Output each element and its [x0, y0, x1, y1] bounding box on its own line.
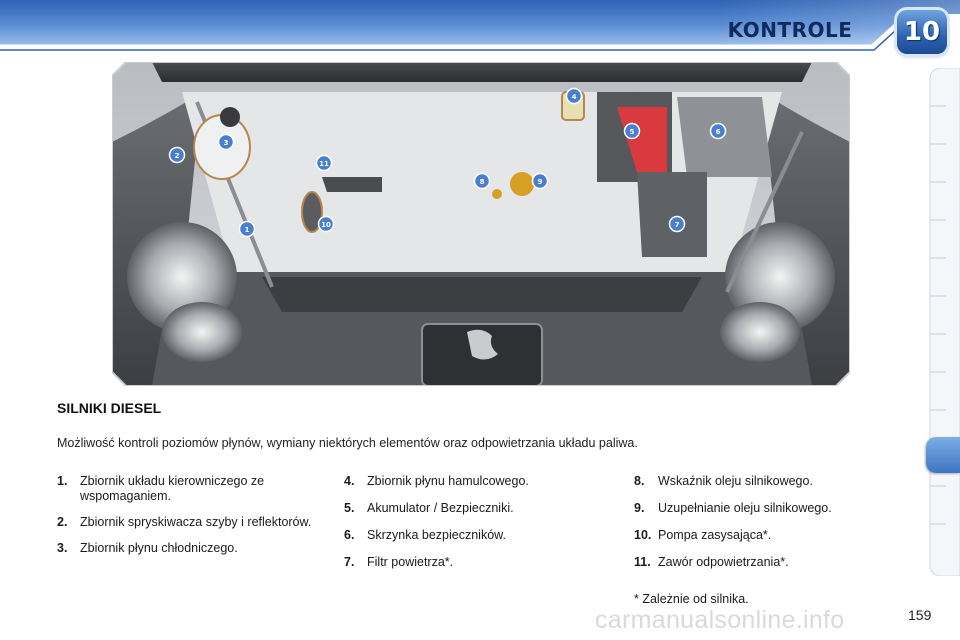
legend-number: 8.	[634, 474, 645, 488]
legend-label: Zbiornik płynu hamulcowego.	[367, 474, 529, 488]
legend-label: Pompa zasysająca*.	[658, 528, 772, 542]
legend-label: Zbiornik układu kierowniczego ze wspomaganiem.	[80, 474, 265, 503]
marker-10	[319, 217, 334, 232]
legend-item	[344, 528, 604, 543]
legend-label: Zbiornik spryskiwacza szyby i reflektorów.	[80, 515, 312, 529]
marker-8	[475, 174, 490, 189]
legend-column-2	[344, 474, 604, 582]
svg-text:3: 3	[223, 139, 229, 147]
engine-bay-illustration	[112, 62, 850, 386]
marker-6	[711, 124, 726, 139]
marker-5	[625, 124, 640, 139]
legend-label: Filtr powietrza*.	[367, 555, 454, 569]
chapter-number: 10	[903, 17, 941, 47]
svg-text:9: 9	[537, 178, 543, 186]
legend-item	[57, 515, 327, 530]
chapter-title: KONTROLE	[727, 18, 853, 42]
svg-text:10: 10	[321, 221, 331, 229]
legend-item	[634, 528, 904, 543]
watermark-text: carmanualsonline.info	[595, 606, 845, 634]
svg-text:5: 5	[629, 128, 635, 136]
marker-9	[533, 174, 548, 189]
legend-item	[634, 501, 904, 516]
page-number: 159	[908, 607, 932, 623]
svg-text:8: 8	[479, 178, 485, 186]
legend-number: 3.	[57, 541, 68, 555]
legend-item	[634, 555, 904, 570]
svg-text:1: 1	[244, 226, 250, 234]
svg-text:6: 6	[715, 128, 721, 136]
legend-label: Zawór odpowietrzania*.	[658, 555, 789, 569]
legend-number: 1.	[57, 474, 68, 488]
legend-item	[344, 555, 604, 570]
marker-1	[240, 222, 255, 237]
legend-label: Skrzynka bezpieczników.	[367, 528, 506, 542]
legend-item	[634, 474, 904, 489]
legend-column-3	[634, 474, 904, 582]
marker-7	[670, 217, 685, 232]
legend-label: Wskaźnik oleju silnikowego.	[658, 474, 813, 488]
svg-text:11: 11	[319, 160, 329, 168]
intro-text: Możliwość kontroli poziomów płynów, wymiany niektórych elementów oraz odpowietrzania układu paliwa.	[57, 436, 638, 450]
legend-number: 7.	[344, 555, 355, 569]
legend-number: 9.	[634, 501, 645, 515]
section-title: SILNIKI DIESEL	[57, 400, 162, 416]
legend-number: 2.	[57, 515, 68, 529]
legend-number: 6.	[344, 528, 355, 542]
legend-number: 10.	[634, 528, 652, 542]
legend-number: 4.	[344, 474, 355, 488]
marker-4	[567, 89, 582, 104]
footnote: * Zależnie od silnika.	[634, 592, 749, 606]
svg-text:7: 7	[674, 221, 680, 229]
svg-text:2: 2	[174, 152, 180, 160]
legend-item	[344, 501, 604, 516]
chapter-tabs	[928, 68, 960, 576]
marker-3	[219, 135, 234, 150]
legend-label: Zbiornik płynu chłodniczego.	[80, 541, 238, 555]
svg-text:4: 4	[571, 93, 577, 101]
marker-2	[170, 148, 185, 163]
legend-number: 5.	[344, 501, 355, 515]
legend-label: Uzupełnianie oleju silnikowego.	[658, 501, 832, 515]
legend-label: Akumulator / Bezpieczniki.	[367, 501, 514, 515]
chapter-number-badge	[897, 10, 947, 54]
active-chapter-tab[interactable]	[926, 437, 960, 473]
legend-number: 11.	[634, 555, 651, 569]
legend-item	[344, 474, 604, 489]
legend-item	[57, 474, 327, 504]
marker-11	[317, 156, 332, 171]
legend-column-1	[57, 474, 327, 567]
legend-item	[57, 541, 327, 556]
